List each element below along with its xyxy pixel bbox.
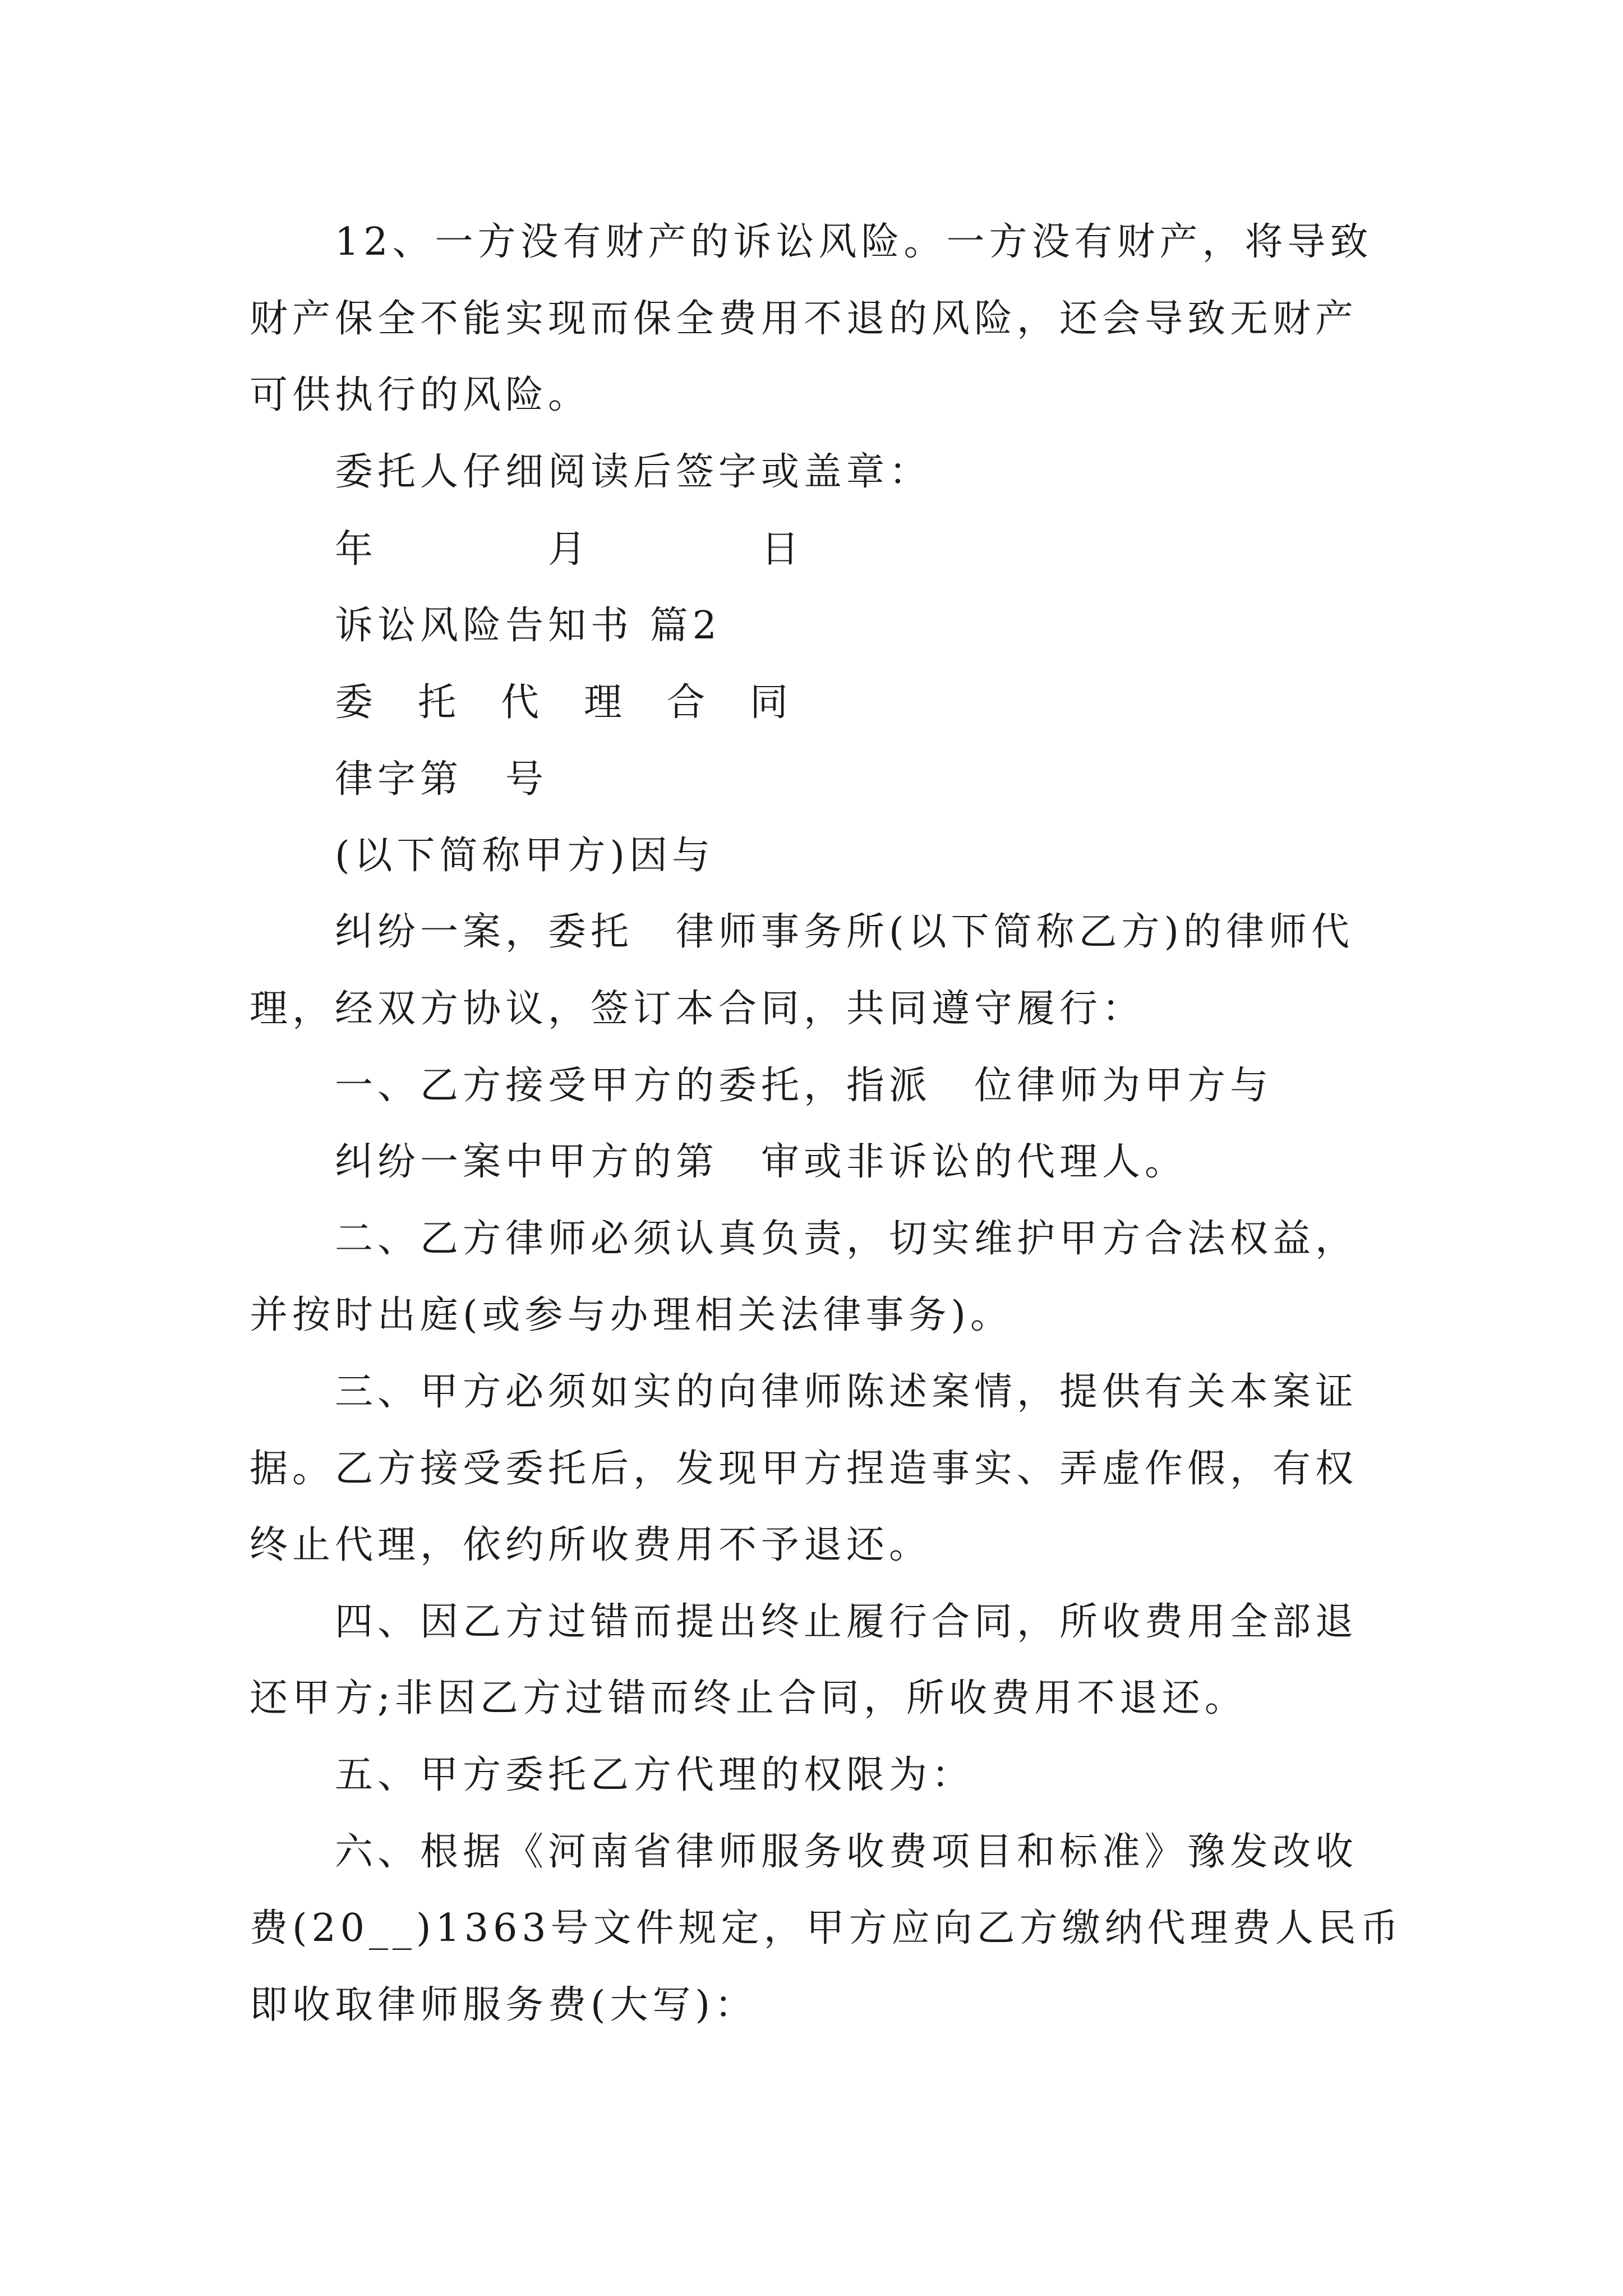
clause-6-line-1: 六、根据《河南省律师服务收费项目和标准》豫发改收 — [335, 1830, 1358, 1874]
signature-prompt: 委托人仔细阅读后签字或盖章： — [335, 450, 932, 494]
date-line: 年 月 日 — [335, 527, 804, 572]
paragraph-line-2: 财产保全不能实现而保全费用不退的风险，还会导致无财产 — [250, 297, 1358, 341]
contract-number: 律字第 号 — [335, 757, 548, 802]
paragraph-line-1: 12、一方没有财产的诉讼风险。一方没有财产，将导致 — [335, 220, 1373, 264]
contract-title: 委托代理合同 — [335, 680, 833, 725]
paragraph-line-11: 理，经双方协议，签订本合同，共同遵守履行： — [250, 987, 1145, 1031]
clause-1-line-2: 纠纷一案中甲方的第 审或非诉讼的代理人。 — [335, 1140, 1188, 1184]
clause-4-line-2: 还甲方;非因乙方过错而终止合同，所收费用不退还。 — [250, 1676, 1247, 1720]
clause-6-line-3: 即收取律师服务费(大写)： — [250, 1983, 758, 2027]
paragraph-line-10: 纠纷一案，委托 律师事务所(以下简称乙方)的律师代 — [335, 910, 1354, 954]
clause-3-line-1: 三、甲方必须如实的向律师陈述案情，提供有关本案证 — [335, 1370, 1358, 1414]
paragraph-line-3: 可供执行的风险。 — [250, 373, 591, 417]
clause-2-line-1: 二、乙方律师必须认真负责，切实维护甲方合法权益， — [335, 1217, 1358, 1261]
clause-2-line-2: 并按时出庭(或参与办理相关法律事务)。 — [250, 1293, 1013, 1337]
clause-1-line-1: 一、乙方接受甲方的委托，指派 位律师为甲方与 — [335, 1064, 1273, 1108]
section-title: 诉讼风险告知书 篇2 — [335, 604, 721, 648]
clause-3-line-2: 据。乙方接受委托后，发现甲方捏造事实、弄虚作假，有权 — [250, 1447, 1358, 1491]
paragraph-line-9: (以下简称甲方)因与 — [335, 834, 715, 878]
clause-3-line-3: 终止代理，依约所收费用不予退还。 — [250, 1523, 932, 1567]
clause-6-line-2: 费(20__)1363号文件规定，甲方应向乙方缴纳代理费人民币 — [250, 1906, 1403, 1950]
clause-4-line-1: 四、因乙方过错而提出终止履行合同，所收费用全部退 — [335, 1600, 1358, 1644]
clause-5: 五、甲方委托乙方代理的权限为： — [335, 1753, 975, 1797]
